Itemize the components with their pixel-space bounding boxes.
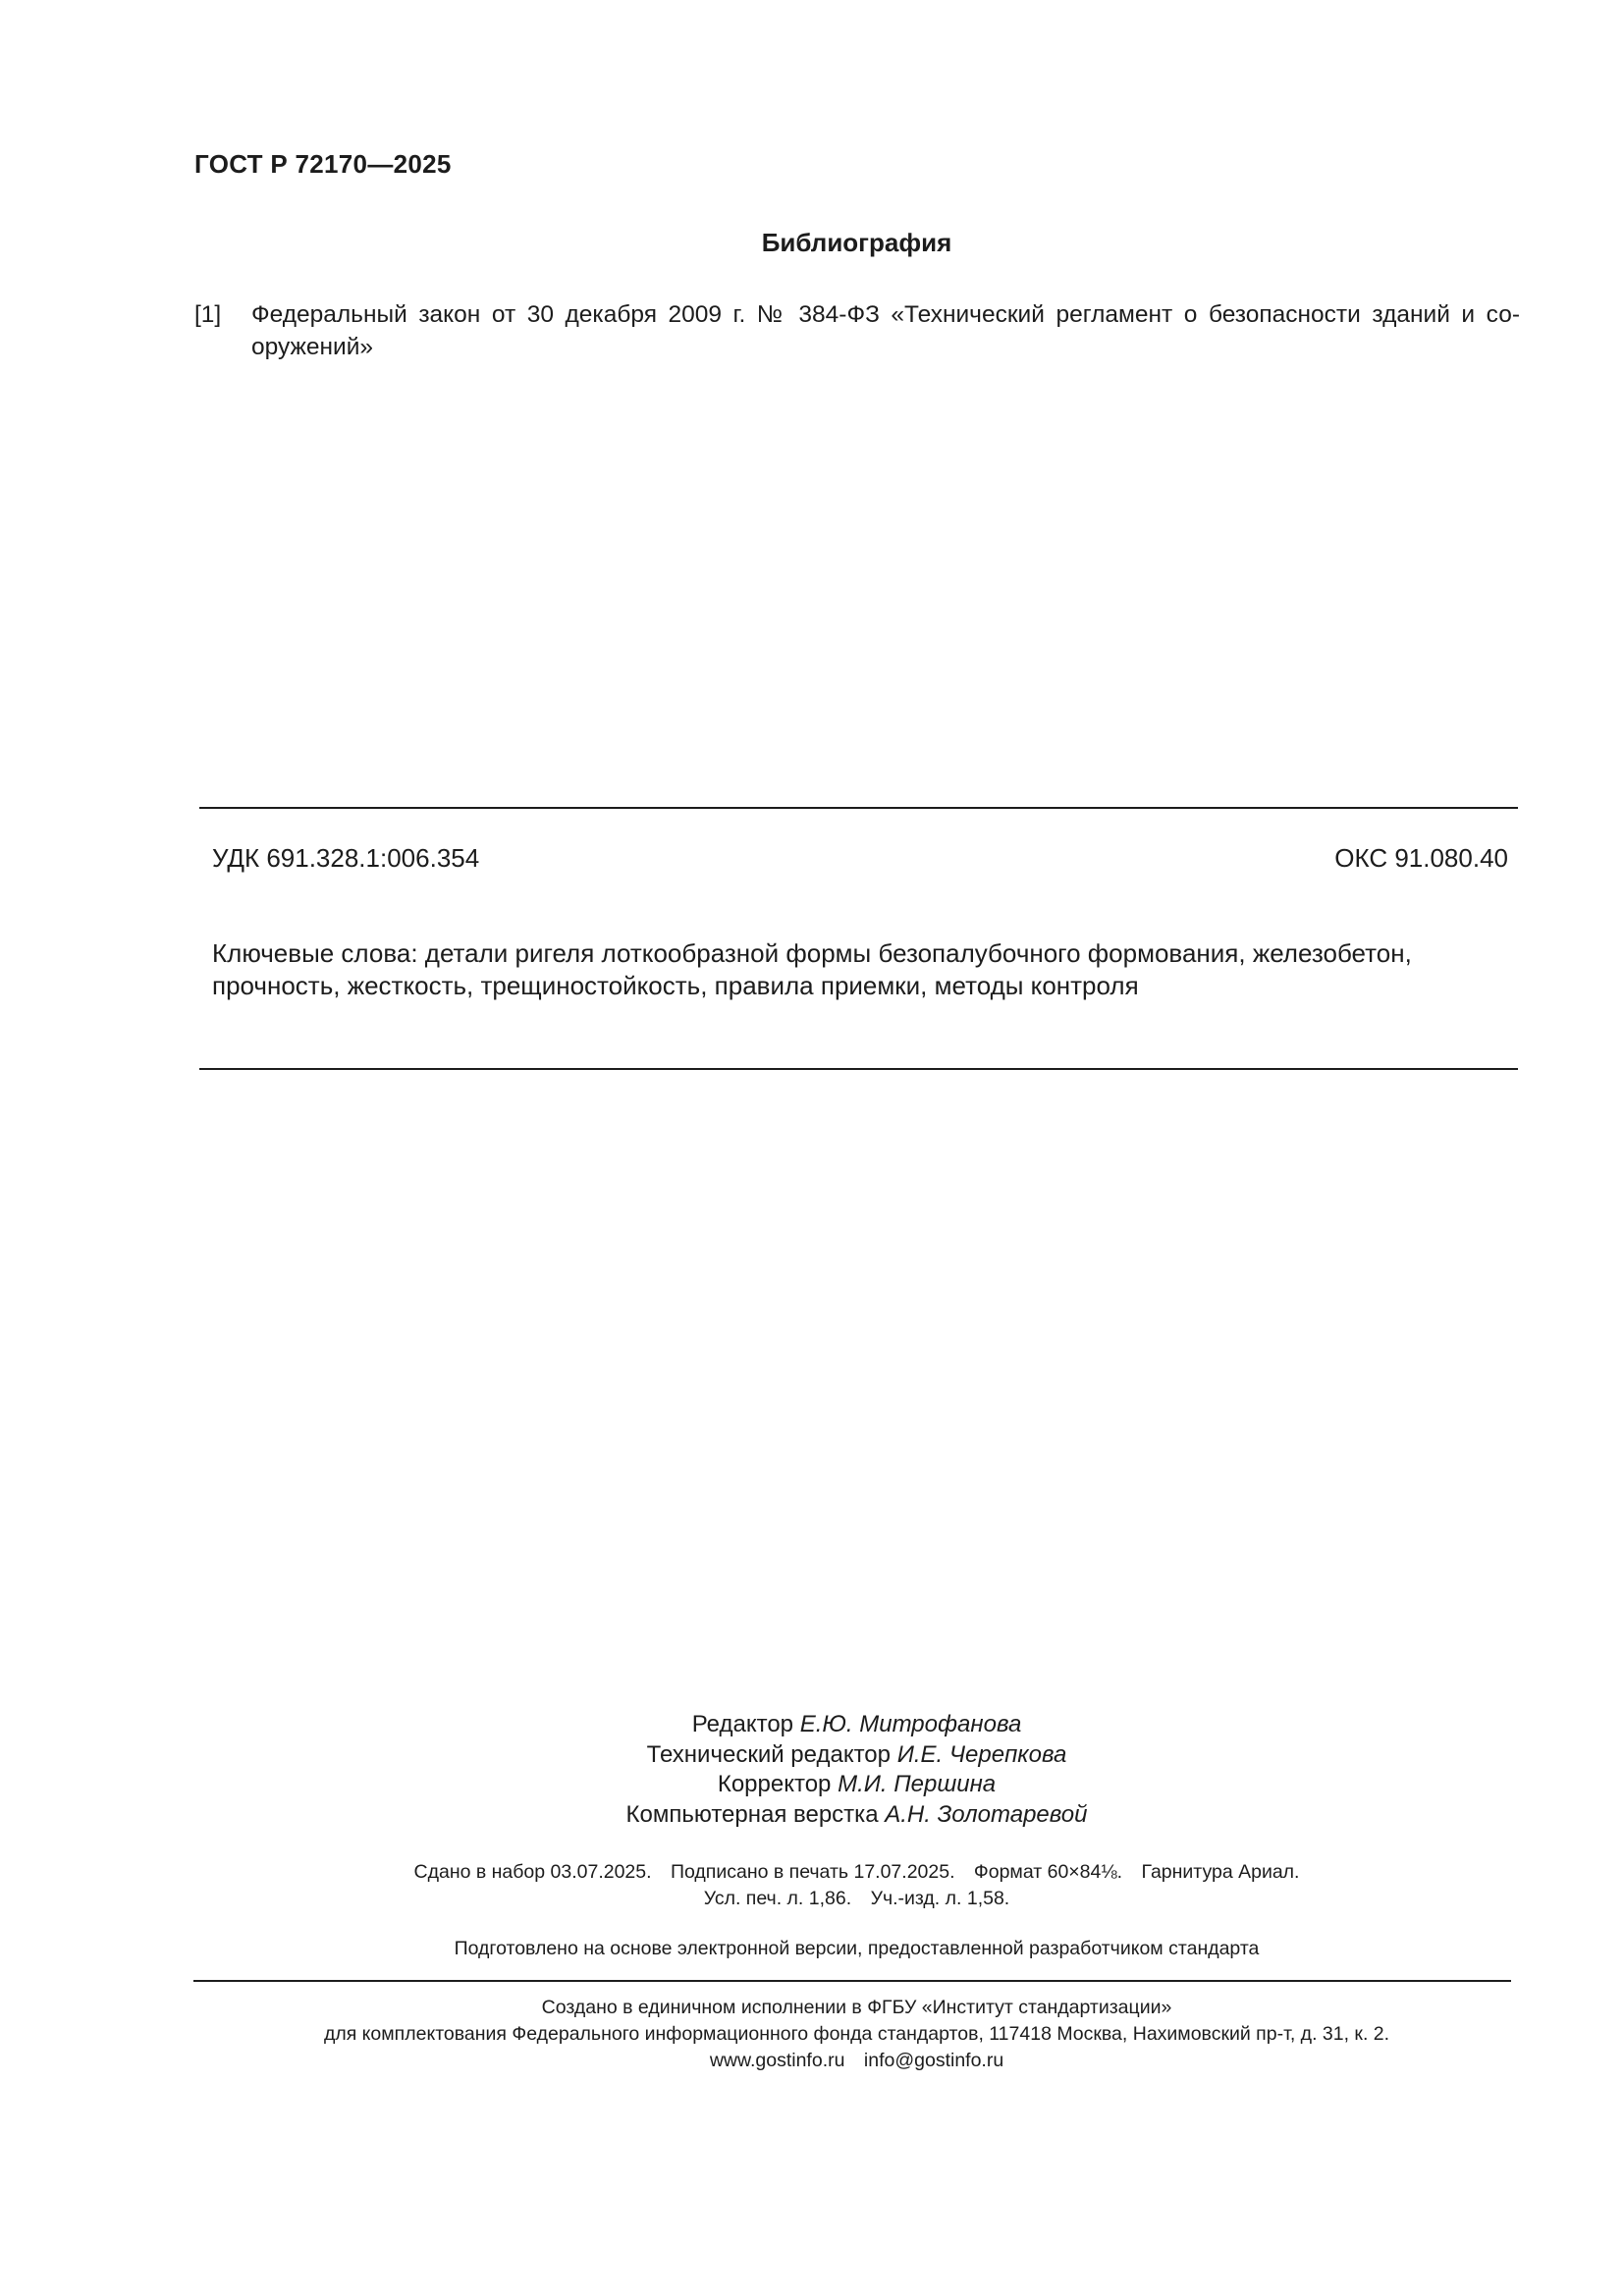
credit-layout (0, 1800, 1624, 1831)
imprint-signed: Подписано в печать 17.07.2025. (670, 1861, 955, 1883)
credits-block (0, 1710, 1624, 1830)
bibliography-entry-text: Федеральный закон от 30 декабря 2009 г. № 384-ФЗ «Технический регламент о безопасности зданий и сооружений» (251, 301, 1520, 360)
credit-editor (0, 1710, 1624, 1740)
oks-code: ОКС 91.080.40 (1334, 843, 1508, 873)
divider-publisher (193, 1980, 1511, 1982)
bibliography-entry (194, 298, 1520, 363)
prepared-note: Подготовлено на основе электронной версии, предоставленной разработчиком стандарта (454, 1938, 1260, 1959)
publisher-email: info@gostinfo.ru (863, 2050, 1004, 2071)
credit-proofreader (0, 1770, 1624, 1800)
credit-person: М.И. Першина (838, 1771, 997, 1797)
credit-person: Е.Ю. Митрофанова (799, 1711, 1022, 1737)
document-code: ГОСТ Р 72170—2025 (194, 149, 452, 179)
credit-role: Корректор (717, 1771, 832, 1797)
divider-bottom (199, 1068, 1518, 1070)
divider-top (199, 807, 1518, 809)
publisher-contacts (0, 2048, 1624, 2074)
bibliography-entry-number: [1] (194, 301, 222, 328)
imprint-typeface: Гарнитура Ариал. (1141, 1861, 1300, 1883)
credit-role: Компьютерная верстка (625, 1800, 879, 1828)
publisher-website: www.gostinfo.ru (709, 2050, 845, 2071)
imprint-typeset: Сдано в набор 03.07.2025. (413, 1861, 652, 1883)
bibliography-title: Библиография (761, 228, 952, 257)
publisher-line-2: для комплектования Федерального информационного фонда стандартов, 117418 Москва, Нахимовский пр-т, д. 31, к. 2. (323, 2023, 1390, 2045)
imprint-block (0, 1859, 1624, 1912)
udk-code: УДК 691.328.1:006.354 (212, 843, 480, 873)
imprint-line-2 (0, 1886, 1624, 1912)
imprint-print-sheets: Усл. печ. л. 1,86. (703, 1888, 852, 1909)
credit-tech-editor (0, 1740, 1624, 1771)
publisher-block (0, 1995, 1624, 2074)
imprint-line-1 (0, 1859, 1624, 1886)
keywords: Ключевые слова: детали ригеля лоткообразной формы безопалубочного формования, железобетон, прочность, жесткость, трещиностойкость, правила приемки, методы контроля (212, 938, 1412, 1000)
credit-person: А.Н. Золотаревой (885, 1800, 1088, 1828)
publisher-line-1: Создано в единичном исполнении в ФГБУ «Институт стандартизации» (541, 1997, 1172, 2018)
credit-role: Редактор (691, 1711, 794, 1737)
credit-person: И.Е. Черепкова (896, 1740, 1067, 1768)
credit-role: Технический редактор (646, 1740, 892, 1768)
imprint-format: Формат 60×84⅛. (973, 1861, 1123, 1883)
imprint-pub-sheets: Уч.-изд. л. 1,58. (870, 1888, 1010, 1909)
